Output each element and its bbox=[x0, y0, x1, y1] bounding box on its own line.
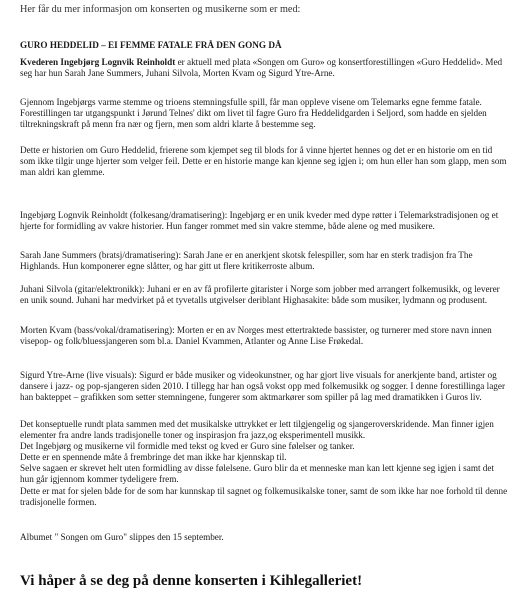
concept-line-2: Det Ingebjørg og musikerne vil formidle med tekst og kved er Guro sine følelser og tanker. bbox=[20, 441, 355, 452]
paragraph-juhani: Juhani Silvola (gitar/elektronikk): Juhani er en av få profilerte gitarister i Norge som jobber med arrangert folkemusikk, og leverer en unik sound. Juhani har medvirket på et tyvetalls utgivelser deriblant Highasakite: både som musiker, lydmann og produsent. bbox=[20, 284, 500, 306]
closing-heading: Vi håper å se deg på denne konserten i Kihlegalleriet! bbox=[20, 573, 363, 589]
paragraph-concept bbox=[20, 419, 508, 508]
paragraph-morten: Morten Kvam (bass/vokal/dramatisering): Morten er en av Norges mest ettertraktede bassister, og turnerer med store navn innen visepop- og folk/bluessjangeren som bl.a. Daniel Kvammen, Atlanter og Anne Lise Frøkedal. bbox=[20, 325, 492, 347]
paragraph-sigurd: Sigurd Ytre-Arne (live visuals): Sigurd er både musiker og videokunstner, og har gjort live visuals for anerkjente band, artister og dansere i jazz- og pop-sjangeren siden 2010. I tillegg har han også vokst opp med folkemusikk og sogger. I denne forestillinga lager han bakteppet – grafikken som setter stemningene, fungerer som aktmarkører som spiller på lag med dramatikken i Guros liv. bbox=[20, 370, 506, 403]
paragraph-story: Dette er historien om Guro Heddelid, frierene som kjempet seg til blods for å vinne hjertet hennes og det er en historie om en tid som ikke tilgir unge hjerter som velger feil. Dette er en historie mange kan kjenne seg igjen i; om hun eller han som glapp, men som man aldri kan glemme. bbox=[20, 145, 507, 178]
concert-title: GURO HEDDELID – EI FEMME FATALE FRÅ DEN GONG DÅ bbox=[20, 40, 282, 50]
paragraph-performance: Gjennom Ingebjørgs varme stemme og trioens stemningsfulle spill, får man oppleve visene om Telemarks egne femme fatale. Forestillingen tar utgangspunkt i Jørund Telnes' dikt om livet til fagre Guro fra Heddelidgarden i Seljord, som hadde en sjelden tiltrekningskraft på menn fra nær og fjern, men som aldri klarte å bestemme seg. bbox=[20, 97, 487, 130]
paragraph-ingebjorg: Ingebjørg Lognvik Reinholdt (folkesang/dramatisering): Ingebjørg er en unik kveder med dype røtter i Telemarkstradisjonen og et hjerte for formidling av vakre historier. Hun fanger rommet med sin vakre stemme, både alene og med musikere. bbox=[20, 210, 499, 232]
concept-text: Det konseptuelle rundt plata sammen med det musikalske uttrykket er lett tilgjengelig og sjangeroverskridende. Man finner igjen elementer fra andre lands tradisjonelle toner og inspirasjon fra jazz,og eksperimentell musikk. bbox=[20, 419, 494, 441]
artist-lead: Kvederen Ingebjørg Lognvik Reinholdt bbox=[20, 57, 176, 67]
concept-line-3: Dette er en spennende måte å frembringe det man ikke har kjennskap til. bbox=[20, 452, 287, 463]
album-release: Albumet " Songen om Guro" slippes den 15 september. bbox=[20, 532, 224, 542]
paragraph-artist-intro bbox=[20, 57, 508, 79]
paragraph-sarah-jane: Sarah Jane Summers (bratsj/dramatisering): Sarah Jane er en anerkjent skotsk felespiller, som har en sterk tradisjon fra The Highlands. Hun komponerer egne slåtter, og har gitt ut flere kritikerroste album. bbox=[20, 250, 473, 272]
artist-intro-text: er aktuell med plata «Songen om Guro» og konsertforestillingen «Guro Heddelid». Med seg har hun Sarah Jane Summers, Juhani Silvola, Morten Kvam og Sigurd Ytre-Arne. bbox=[20, 57, 503, 79]
intro-text: Her får du mer informasjon om konserten og musikerne som er med: bbox=[20, 4, 301, 15]
concept-line-4: Selve sagaen er skrevet helt uten formidling av disse følelsene. Guro blir da et menneske man kan lett kjenne seg igjen i samt det hun går igjennom kommer tydeligere frem. bbox=[20, 463, 495, 485]
concept-line-5: Dette er mat for sjelen både for de som har kunnskap til sagnet og folkemusikalske toner, samt de som ikke har noe forhold til denne tradisjonelle formen. bbox=[20, 485, 508, 507]
